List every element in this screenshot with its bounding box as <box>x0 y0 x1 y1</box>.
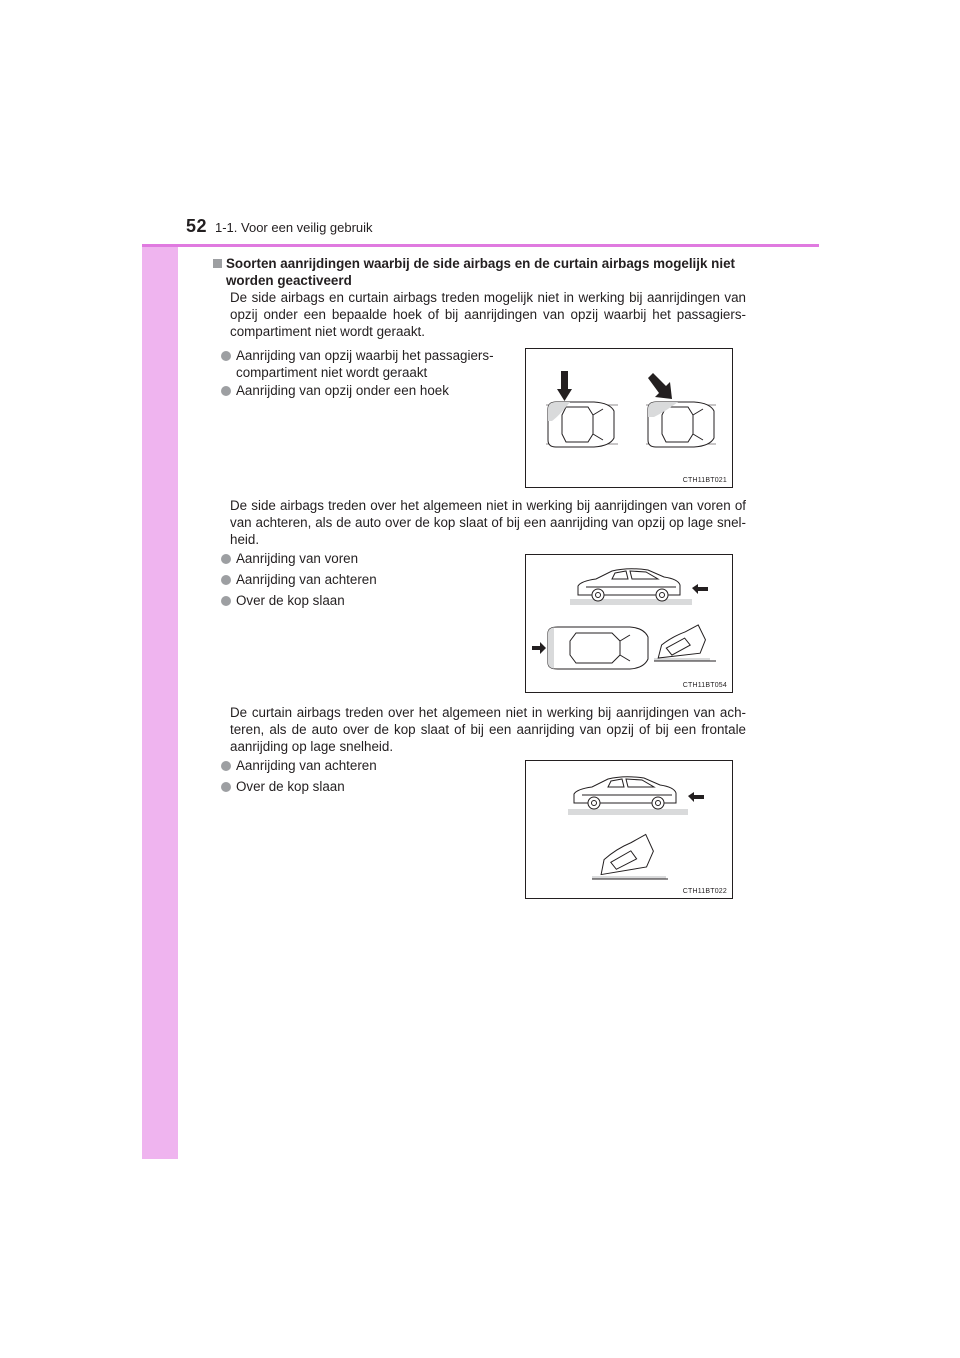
section-heading-line-2: worden geactiveerd <box>226 273 352 288</box>
bullet-text: Over de kop slaan <box>236 593 345 608</box>
bullet-text-line: compartiment niet wordt geraakt <box>236 365 428 381</box>
section-heading-line-1: Soorten aanrijdingen waarbij de side airbags en de curtain airbags mogelijk niet <box>226 256 735 271</box>
paragraph-curtain-airbags: De curtain airbags treden over het algemeen niet in werking bij aanrijdingen van ach-teren, als de auto over de kop slaat of bij een aanrijding van opzij of bij een frontale aanrijding op lage snelheid. <box>230 705 746 755</box>
figure-front-rear-rollover <box>525 554 733 693</box>
bullet-dot-icon <box>221 761 231 771</box>
bullet-text-line: Aanrijding van opzij waarbij het passagiers- <box>236 348 494 363</box>
bullet-text: Aanrijding van opzij onder een hoek <box>236 383 449 398</box>
bullet-dot-icon <box>221 782 231 792</box>
intro-paragraph: De side airbags en curtain airbags treden mogelijk niet in werking bij aanrijdingen van opzij onder een bepaalde hoek of bij aanrijdingen van opzij waarbij het passagiers-compartiment niet wordt geraakt. <box>230 290 746 340</box>
bullet-item <box>221 382 449 399</box>
paragraph-side-airbags: De side airbags treden over het algemeen niet in werking bij aanrijdingen van voren of van achteren, als de auto over de kop slaat of bij een aanrijding van opzij op lage snel-heid. <box>230 498 746 548</box>
figure-code: CTH11BT022 <box>682 888 727 895</box>
bullet-dot-icon <box>221 351 231 361</box>
bullet-text: Aanrijding van voren <box>236 551 359 566</box>
chapter-title: 1-1. Voor een veilig gebruik <box>215 220 373 235</box>
header-rule <box>142 244 819 247</box>
bullet-dot-icon <box>221 386 231 396</box>
figure-code: CTH11BT054 <box>682 682 727 689</box>
page-number: 52 <box>186 216 208 236</box>
bullet-item <box>221 571 377 588</box>
figure-rear-rollover <box>525 760 733 899</box>
bullet-dot-icon <box>221 575 231 585</box>
bullet-dot-icon <box>221 596 231 606</box>
figure-code: CTH11BT021 <box>682 477 727 484</box>
bullet-text: Aanrijding van achteren <box>236 572 377 587</box>
bullet-item <box>221 550 358 567</box>
section-heading <box>213 255 746 289</box>
bullet-text: Aanrijding van achteren <box>236 758 377 773</box>
rear-rollover-illustration <box>526 761 732 898</box>
bullet-item <box>221 347 494 381</box>
bullet-dot-icon <box>221 554 231 564</box>
square-bullet-icon <box>213 259 222 268</box>
figure-side-impact <box>525 348 733 488</box>
bullet-text: Over de kop slaan <box>236 779 345 794</box>
bullet-item <box>221 778 345 795</box>
chapter-sidebar-tab <box>142 197 178 1159</box>
front-rear-rollover-illustration <box>526 555 732 692</box>
bullet-item <box>221 757 377 774</box>
side-impact-illustration <box>526 349 732 487</box>
bullet-item <box>221 592 345 609</box>
